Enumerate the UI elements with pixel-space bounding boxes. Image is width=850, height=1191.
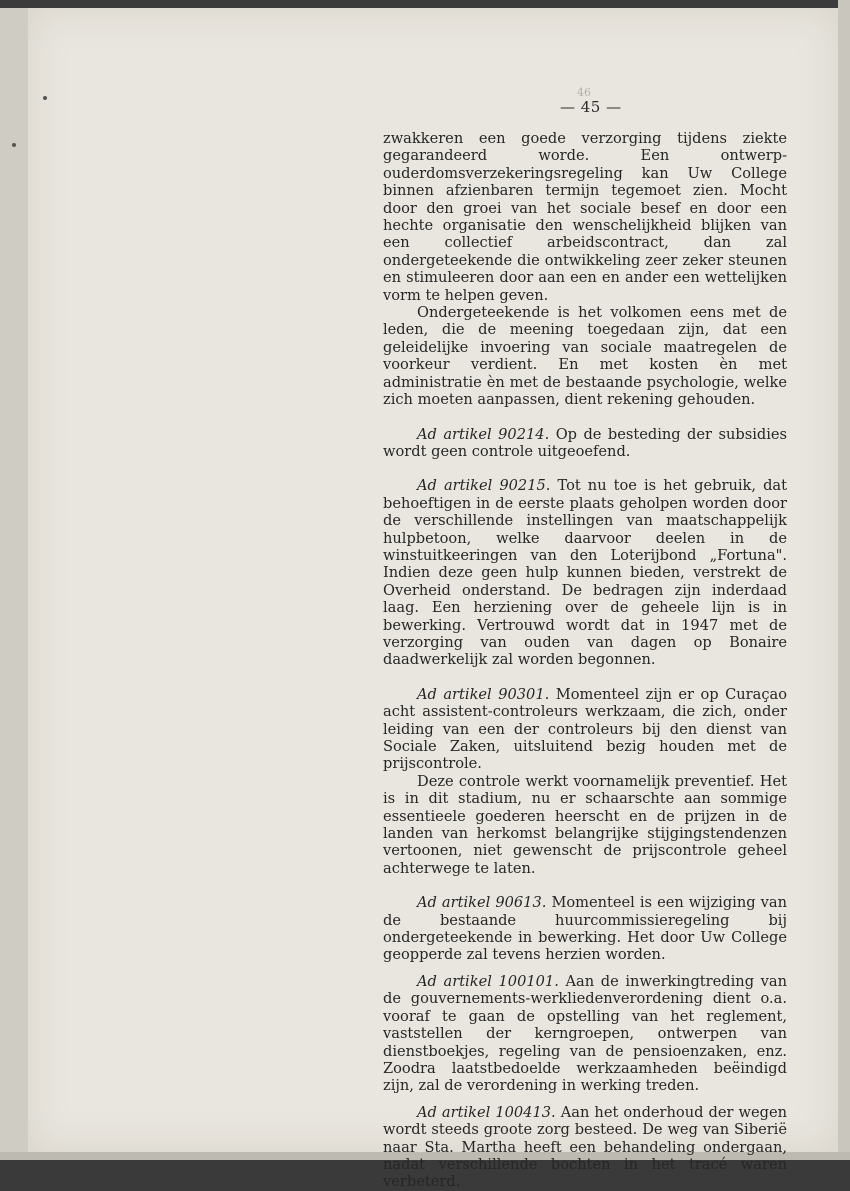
paragraph xyxy=(383,130,787,304)
paragraph-text: Ondergeteekende is het volkomen eens met de leden, die de meening toegedaan zijn, dat een geleidelijke invoering van sociale maatregelen de voorkeur verdient. En met kosten èn met administratie èn met de bestaande psychologie, welke zich moeten aanpassen, dient rekening gehouden. xyxy=(383,304,787,409)
paragraph xyxy=(383,773,787,877)
page-number: — 45 — xyxy=(560,98,622,116)
top-scan-edge xyxy=(0,0,850,8)
paragraph-text: Momenteel zijn er op Curaçao acht assistent-controleurs werkzaam, die zich, onder leiding van een der controleurs bij den dienst van Sociale Zaken, uitsluitend bezig houden met de prijscontrole. xyxy=(383,685,787,773)
document-body xyxy=(383,130,787,1191)
binding-strip xyxy=(0,0,28,1160)
page-number-ghost: 46 xyxy=(577,86,591,99)
article-paragraph xyxy=(383,1104,787,1191)
binding-hole-mark xyxy=(12,143,16,147)
article-paragraph xyxy=(383,973,787,1095)
article-label: Ad artikel 100413. xyxy=(417,1103,556,1121)
article-label: Ad artikel 100101. xyxy=(417,972,559,990)
article-label: Ad artikel 90215. xyxy=(417,477,551,495)
paragraph-text: Aan de inwerkingtreding van de gouvernements-werkliedenverordening dient o.a. vooraf te gaan de opstelling van het reglement, vaststellen der kerngroepen, ontwerpen van dienstboekjes, regeling van de pensioenzaken, enz. Zoodra laatstbedoelde werkzaamheden beëindigd zijn, zal de verordening in werking treden. xyxy=(383,972,788,1095)
paragraph-text: Momenteel is een wijziging van de bestaande huurcommissieregeling bij ondergeteekende in bewerking. Het door Uw College geopperde zal tevens herzien worden. xyxy=(383,894,787,964)
article-label: Ad artikel 90613. xyxy=(417,894,547,912)
article-label: Ad artikel 90301. xyxy=(417,685,550,703)
right-scan-edge xyxy=(838,0,850,1160)
article-paragraph xyxy=(383,477,787,668)
article-paragraph xyxy=(383,686,787,773)
binding-hole-mark xyxy=(43,96,47,100)
paragraph-text: Tot nu toe is het gebruik, dat behoeftigen in de eerste plaats geholpen worden door de verschillende instellingen van maatschappelijk hulpbetoon, welke daarvoor deelen in de winstuitkeeringen van den Loterijbond „Fortuna". Indien deze geen hulp kunnen bieden, verstrekt de Overheid onderstand. De bedragen zijn inderdaad laag. Een herziening over de geheele lijn is in bewerking. Vertrouwd wordt dat in 1947 met de verzorging van ouden van dagen op Bonaire daadwerkelijk zal worden begonnen. xyxy=(383,477,787,669)
paragraph xyxy=(383,304,787,408)
paragraph-text: Op de besteding der subsidies wordt geen controle uitgeoefend. xyxy=(383,425,787,460)
article-label: Ad artikel 90214. xyxy=(417,425,550,443)
paragraph-text: zwakkeren een goede verzorging tijdens ziekte gegarandeerd worde. Een ontwerp-ouderdomsverzekeringsregeling kan Uw College binnen afzienbaren termijn tegemoet zien. Mocht door den groei van het sociale besef en door een hechte organisatie den wenschelijkheid blijken van een collectief arbeidscontract, dan zal ondergeteekende die ontwikkeling zeer zeker steunen en stimuleeren door aan een en ander een wettelijken vorm te helpen geven. xyxy=(383,130,787,304)
article-paragraph xyxy=(383,426,787,461)
paragraph-text: Deze controle werkt voornamelijk preventief. Het is in dit stadium, nu er schaarschte aan sommige essentieele goederen heerscht en de prijzen in de landen van herkomst belangrijke stijgingstendenzen vertoonen, niet gewenscht de prijscontrole geheel achterwege te laten. xyxy=(383,772,787,877)
article-paragraph xyxy=(383,894,787,964)
paragraph-text: Aan het onderhoud der wegen wordt steeds groote zorg besteed. De weg van Siberië naar Sta. Martha heeft een behandeling ondergaan, nadat verschillende bochten in het tracé waren verbeterd. xyxy=(383,1103,788,1191)
